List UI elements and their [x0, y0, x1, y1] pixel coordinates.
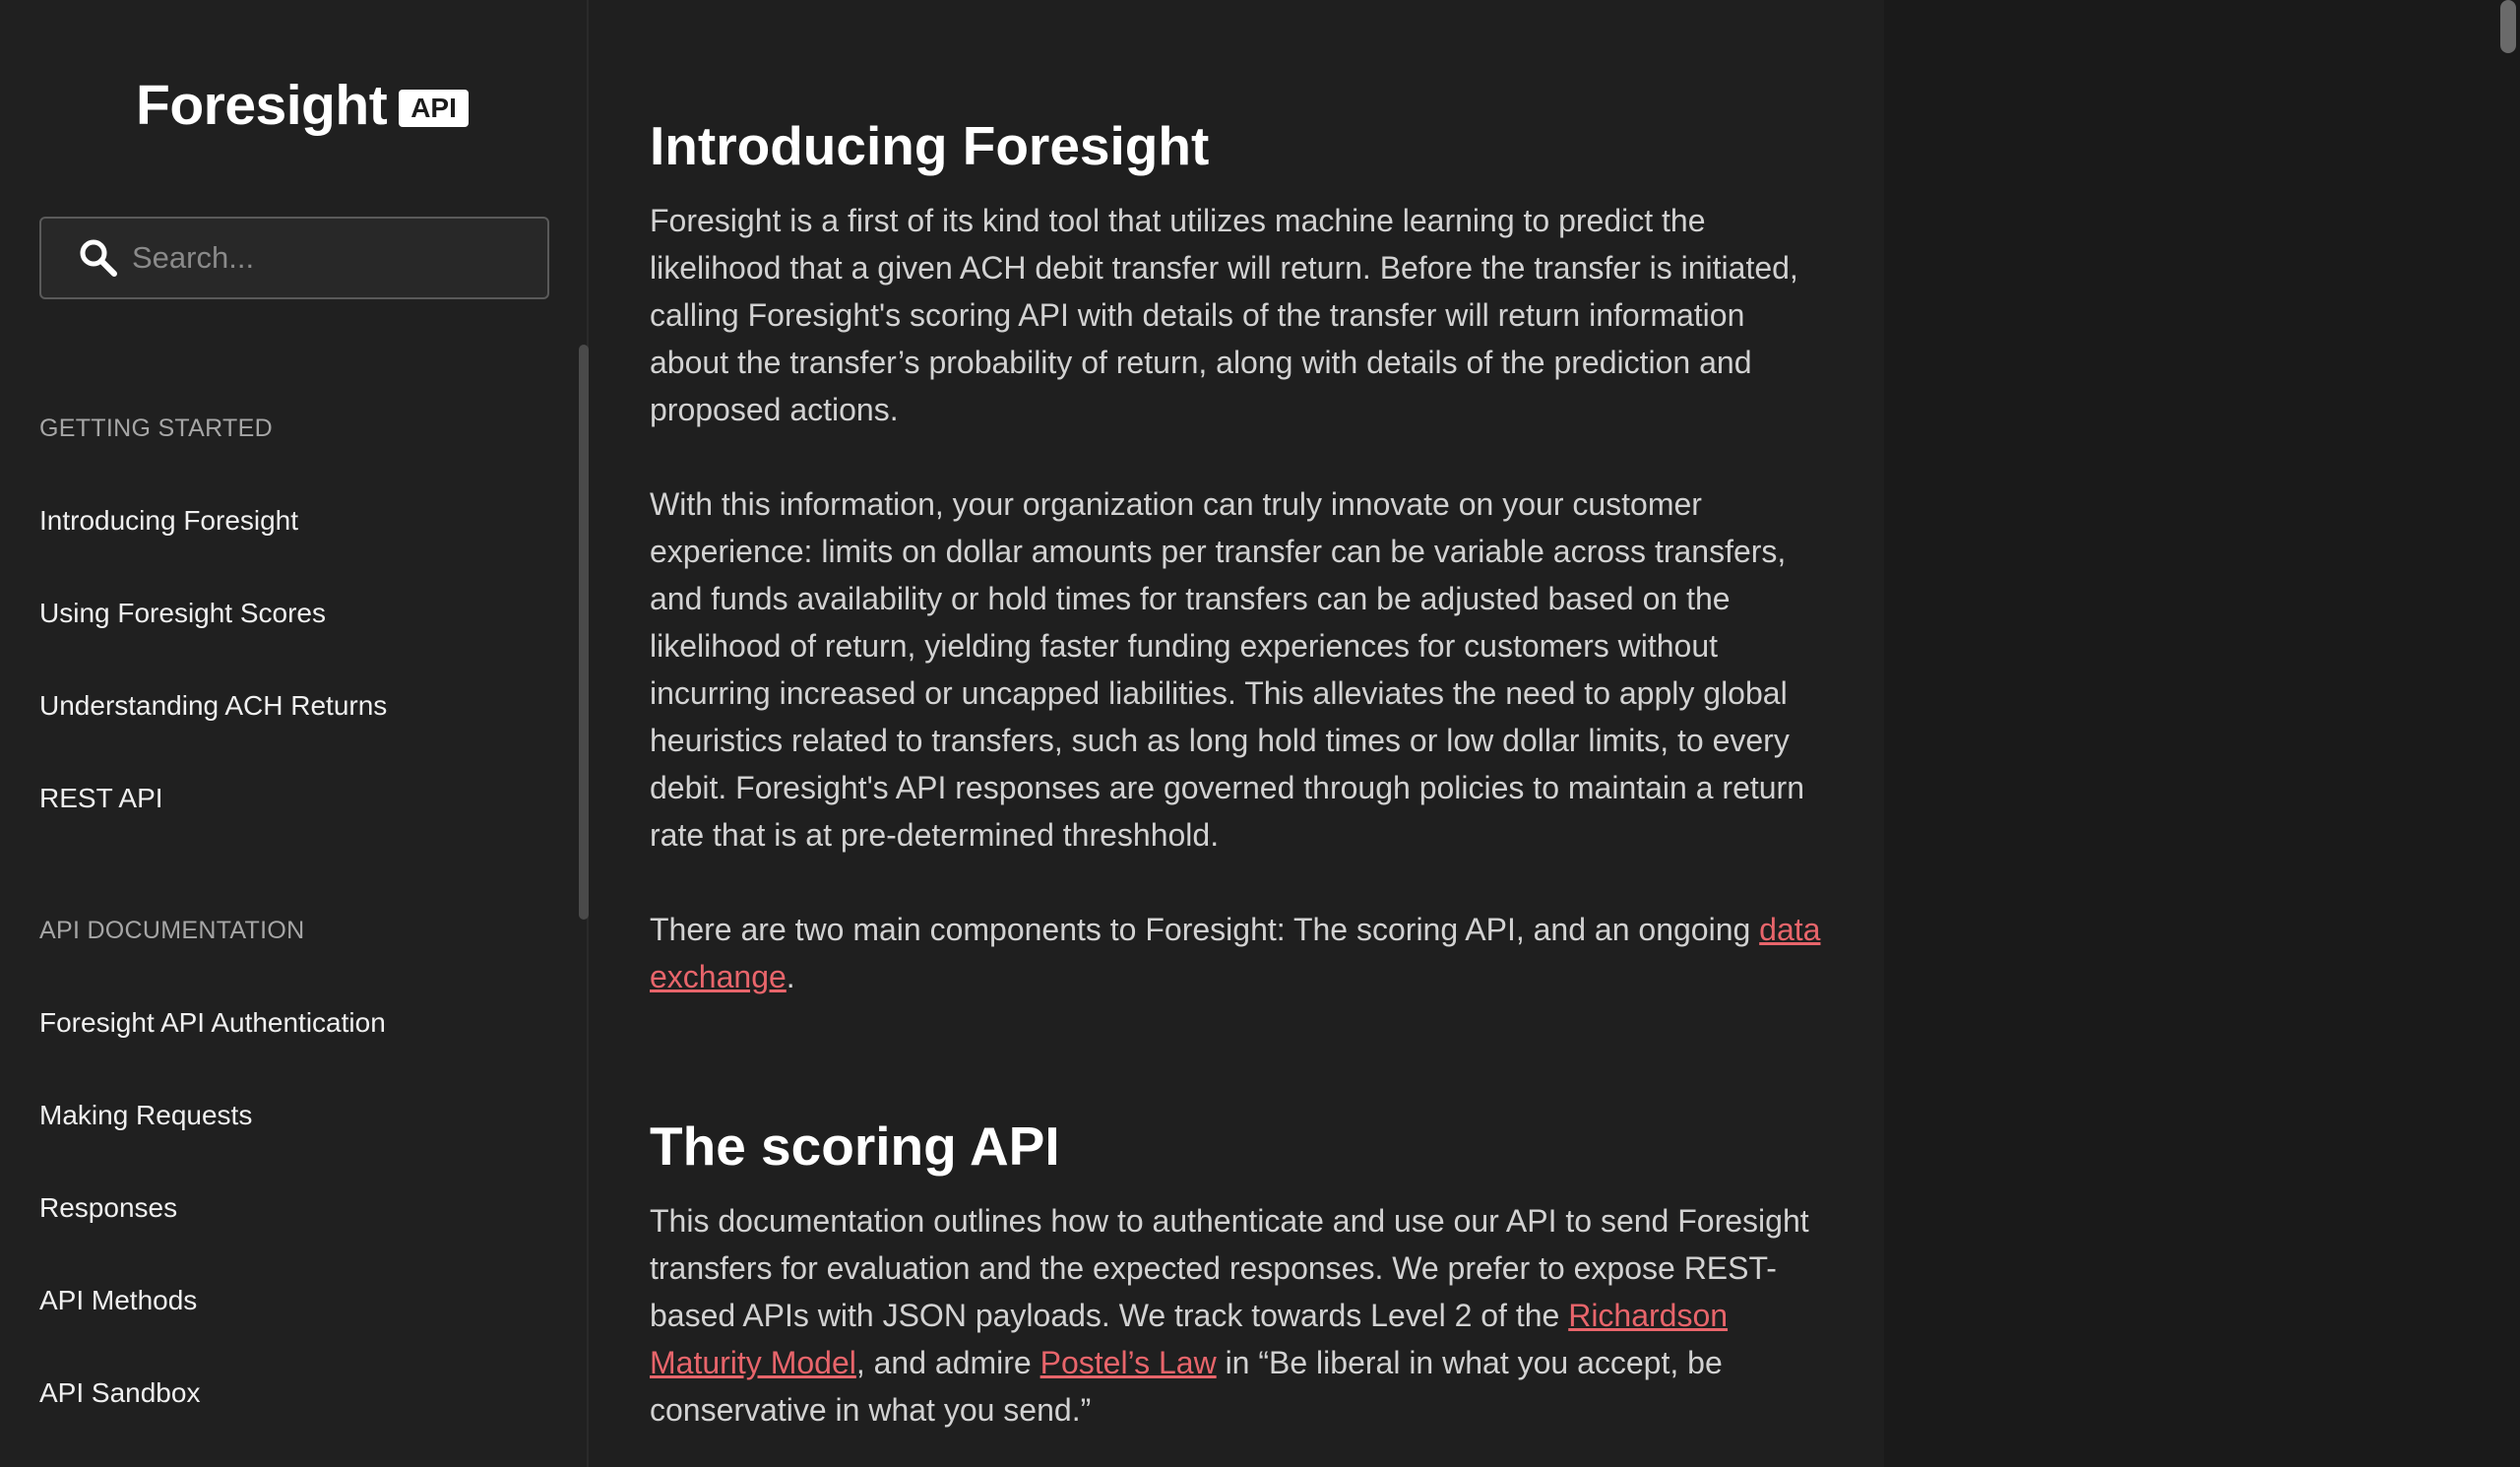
- brand-logo[interactable]: [136, 73, 469, 138]
- richardson-maturity-model-link[interactable]: Richardson Maturity Model: [650, 1298, 1729, 1380]
- right-pane: [1884, 0, 2520, 1467]
- sidebar-item-using-foresight-scores[interactable]: Using Foresight Scores: [39, 598, 327, 628]
- scoring-paragraph-end: in “Be liberal in what you accept, be conservative in what you send.”: [650, 1345, 1723, 1428]
- article: [650, 108, 1831, 1434]
- search-input[interactable]: [130, 239, 528, 277]
- sidebar-item-understanding-ach-returns[interactable]: Understanding ACH Returns: [39, 690, 388, 721]
- section-label-getting-started: GETTING STARTED: [39, 415, 273, 442]
- sidebar-item-api-methods[interactable]: API Methods: [39, 1285, 198, 1315]
- postels-law-link[interactable]: Postel’s Law: [1040, 1345, 1217, 1380]
- intro-paragraph-1: Foresight is a first of its kind tool that utilizes machine learning to predict the likelihood that a given ACH debit transfer will return. Before the transfer is initiated, calling Foresight's scoring API with details of the transfer will return information about the transfer’s probability of return, along with details of the prediction and proposed actions.: [650, 203, 1798, 427]
- sidebar-scrollbar[interactable]: [579, 345, 589, 920]
- scoring-paragraph-mid: , and admire: [855, 1345, 1040, 1380]
- section-label-api-documentation: API DOCUMENTATION: [39, 917, 305, 944]
- intro-paragraph-3-end: .: [786, 959, 795, 994]
- sidebar: [0, 0, 589, 1467]
- brand-badge: API: [399, 90, 469, 128]
- sidebar-item-responses[interactable]: Responses: [39, 1192, 178, 1223]
- intro-paragraph-3: [650, 906, 1831, 1000]
- sidebar-item-api-sandbox[interactable]: API Sandbox: [39, 1377, 201, 1408]
- page-scrollbar[interactable]: [2500, 0, 2516, 53]
- brand-name: Foresight: [136, 74, 388, 137]
- intro-paragraph-3-text: There are two main components to Foresight: The scoring API, and an ongoing: [650, 912, 1760, 947]
- sidebar-item-making-requests[interactable]: Making Requests: [39, 1100, 253, 1130]
- data-exchange-link[interactable]: data exchange: [650, 912, 1821, 994]
- scoring-paragraph-text: This documentation outlines how to authenticate and use our API to send Foresight transfers for evaluation and the expected responses. We prefer to expose REST-based APIs with JSON payloads. We track towards Level 2 of the: [650, 1203, 1809, 1333]
- search-box: [39, 217, 549, 299]
- section-title-scoring-api: The scoring API: [650, 1116, 1060, 1177]
- scoring-paragraph-1: [650, 1197, 1831, 1434]
- sidebar-item-introducing-foresight[interactable]: Introducing Foresight: [39, 505, 299, 536]
- sidebar-item-api-authentication[interactable]: Foresight API Authentication: [39, 1007, 386, 1038]
- page-title: Introducing Foresight: [650, 115, 1210, 176]
- intro-paragraph-2: With this information, your organization can truly innovate on your customer experience: limits on dollar amounts per transfer can be variable across transfers, and funds availability or hold times for transfers can be adjusted based on the likelihood of return, yielding faster funding experiences for customers without incurring increased or uncapped liabilities. This alleviates the need to apply global heuristics related to transfers, such as long hold times or low dollar limits, to every debit. Foresight's API responses are governed through policies to maintain a return rate that is at pre-determined threshhold.: [650, 486, 1804, 853]
- search-icon: [77, 236, 120, 280]
- sidebar-item-rest-api[interactable]: REST API: [39, 783, 163, 813]
